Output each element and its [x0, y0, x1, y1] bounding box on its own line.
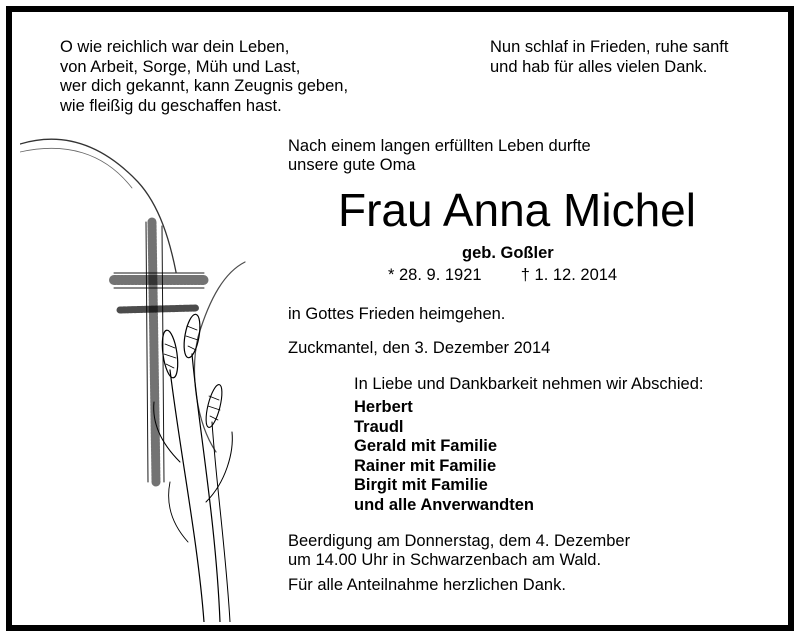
obituary-card	[6, 6, 794, 631]
family-list	[354, 398, 534, 515]
family-member: Rainer mit Familie	[354, 456, 497, 475]
family-member: Gerald mit Familie	[354, 437, 498, 455]
poem-right-line: und hab für alles vielen Dank.	[490, 57, 708, 76]
poem-right	[490, 38, 728, 77]
death-date: † 1. 12. 2014	[520, 266, 618, 284]
farewell-line: In Liebe und Dankbarkeit nehmen wir Abschied:	[354, 375, 704, 393]
poem-left-line: von Arbeit, Sorge, Müh und Last,	[60, 57, 301, 76]
poem-left-line: wer dich gekannt, kann Zeugnis geben,	[60, 77, 349, 95]
peace-line: in Gottes Frieden heimgehen.	[288, 305, 506, 323]
deceased-name: Frau Anna Michel	[338, 184, 696, 236]
intro-line: Nach einem langen erfüllten Leben durfte	[288, 137, 591, 155]
family-member: Birgit mit Familie	[354, 476, 488, 494]
family-member: Herbert	[354, 398, 413, 416]
birth-name: geb. Goßler	[462, 244, 554, 262]
thanks-line: Für alle Anteilnahme herzlichen Dank.	[288, 576, 566, 594]
family-member: und alle Anverwandten	[354, 495, 535, 514]
cross-with-wheat-sketch-icon	[20, 122, 250, 622]
funeral-line: Beerdigung am Donnerstag, dem 4. Dezember	[288, 532, 631, 550]
poem-left-line: O wie reichlich war dein Leben,	[60, 38, 290, 56]
intro-line: unsere gute Oma	[288, 156, 416, 174]
poem-right-line: Nun schlaf in Frieden, ruhe sanft	[490, 38, 729, 56]
place-date: Zuckmantel, den 3. Dezember 2014	[288, 339, 551, 357]
funeral-line: um 14.00 Uhr in Schwarzenbach am Wald.	[288, 551, 602, 569]
poem-left-line: wie fleißig du geschaffen hast.	[60, 96, 282, 115]
life-dates	[388, 266, 617, 285]
birth-date: * 28. 9. 1921	[388, 266, 482, 284]
poem-left	[60, 38, 348, 116]
family-member: Traudl	[354, 417, 404, 436]
